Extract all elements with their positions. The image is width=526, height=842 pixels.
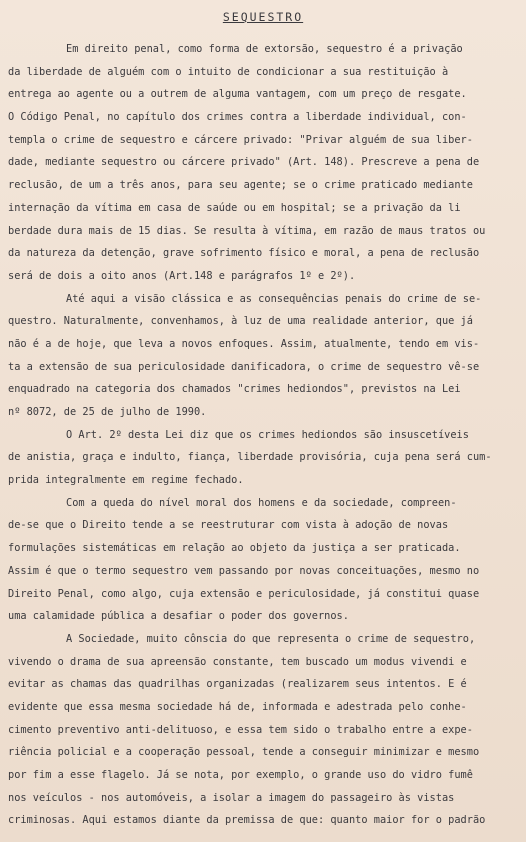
- text-line: Direito Penal, como algo, cuja extensão e periculosidade, já constitui quase: [8, 587, 480, 600]
- text-line: dade, mediante sequestro ou cárcere privado" (Art. 148). Prescreve a pena de: [8, 156, 480, 169]
- text-line: criminosas. Aqui estamos diante da premissa de que: quanto maior for o padrão: [8, 814, 486, 827]
- text-line: prida integralmente em regime fechado.: [8, 474, 244, 487]
- text-line: Com a queda do nível moral dos homens e da sociedade, compreen-: [66, 496, 457, 509]
- text-line: berdade dura mais de 15 dias. Se resulta à vítima, em razão de maus tratos ou: [8, 224, 486, 237]
- text-line: questro. Naturalmente, convenhamos, à luz de uma realidade anterior, que já: [8, 315, 473, 328]
- text-line: de-se que o Direito tende a se reestruturar com vista à adoção de novas: [8, 519, 449, 532]
- text-line: ta a extensão de sua periculosidade danificadora, o crime de sequestro vê-se: [8, 360, 480, 373]
- text-line: Em direito penal, como forma de extorsão, sequestro é a privação: [66, 43, 463, 55]
- text-line: riência policial e a cooperação pessoal, tende a conseguir minimizar e mesmo: [8, 746, 480, 759]
- text-line: nº 8072, de 25 de julho de 1990.: [8, 406, 207, 418]
- text-line: O Art. 2º desta Lei diz que os crimes hediondos são insuscetíveis: [66, 428, 469, 441]
- text-line: enquadrado na categoria dos chamados "crimes hediondos", previstos na Lei: [8, 383, 461, 396]
- text-line: entrega ao agente ou a outrem de alguma vantagem, com um preço de resgate.: [8, 88, 467, 101]
- text-line: internação da vítima em casa de saúde ou em hospital; se a privação da li: [8, 201, 461, 214]
- text-line: da natureza da detenção, grave sofrimento físico e moral, a pena de reclusão: [8, 247, 480, 260]
- text-line: cimento preventivo anti-delituoso, e essa tem sido o trabalho entre a expe-: [8, 723, 473, 736]
- text-line: evitar as chamas das quadrilhas organizadas (realizarem seus intentos. E é: [8, 678, 467, 691]
- text-line: reclusão, de um a três anos, para seu agente; se o crime praticado mediante: [8, 179, 473, 192]
- text-line: uma calamidade pública a desafiar o poder dos governos.: [8, 610, 349, 623]
- text-line: evidente que essa mesma sociedade há de, informada e adestrada pelo conhe-: [8, 700, 467, 713]
- body-text: [8, 38, 524, 832]
- text-line: O Código Penal, no capítulo dos crimes contra a liberdade individual, con-: [8, 111, 467, 124]
- text-line: será de dois a oito anos (Art.148 e parágrafos 1º e 2º).: [8, 269, 356, 282]
- text-line: vivendo o drama de sua apreensão constante, tem buscado um modus vivendi e: [8, 655, 467, 668]
- text-line: A Sociedade, muito cônscia do que representa o crime de sequestro,: [66, 632, 476, 645]
- text-line: por fim a esse flagelo. Já se nota, por exemplo, o grande uso do vidro fumê: [8, 769, 473, 781]
- text-line: de anistia, graça e indulto, fiança, liberdade provisória, cuja pena será cum-: [8, 451, 492, 464]
- text-line: templa o crime de sequestro e cárcere privado: "Privar alguém de sua liber-: [8, 133, 473, 146]
- document-title: SEQUESTRO: [222, 10, 304, 24]
- text-line: da liberdade de alguém com o intuito de condicionar a sua restituição à: [8, 65, 449, 78]
- text-line: não é a de hoje, que leva a novos enfoques. Assim, atualmente, tendo em vis-: [8, 337, 480, 350]
- text-line: nos veículos - nos automóveis, a isolar a imagem do passageiro às vistas: [8, 791, 455, 804]
- text-line: formulações sistemáticas em relação ao objeto da justiça a ser praticada.: [8, 542, 461, 555]
- text-line: Até aqui a visão clássica e as consequências penais do crime de se-: [66, 292, 482, 305]
- text-line: Assim é que o termo sequestro vem passando por novas conceituações, mesmo no: [8, 564, 480, 577]
